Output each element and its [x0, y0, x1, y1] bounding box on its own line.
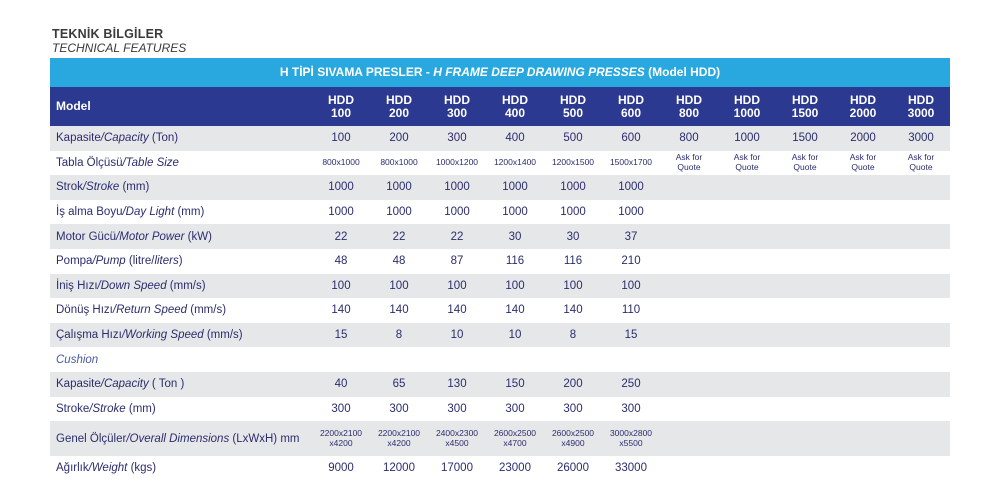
table-cell: 1200x1500 [551, 157, 595, 168]
table-cell: 2200x2100 x4200 [377, 428, 421, 448]
table-cell: 48 [392, 255, 406, 268]
table-cell: 10 [508, 329, 522, 342]
model-header: HDD 800 [676, 92, 702, 120]
spec-table [50, 87, 950, 481]
table-cell: 1000 [328, 206, 354, 219]
table-cell [892, 397, 950, 422]
table-cell [718, 249, 776, 274]
table-cell [660, 224, 718, 249]
table-cell: 140 [331, 304, 351, 317]
table-row [50, 151, 950, 176]
table-cell [834, 249, 892, 274]
table-row [50, 200, 950, 225]
table-row [50, 224, 950, 249]
table-cell: 250 [621, 378, 641, 391]
table-cell [834, 421, 892, 456]
table-cell [718, 421, 776, 456]
table-cell: 200 [389, 132, 409, 145]
table-cell: 1000 [560, 206, 586, 219]
table-cell [660, 456, 718, 481]
table-cell [428, 347, 486, 372]
table-cell: 1000 [734, 132, 760, 145]
table-cell: 2600x2500 x4900 [551, 428, 595, 448]
table-cell [718, 274, 776, 299]
table-cell: 200 [563, 378, 583, 391]
title-turkish: H TİPİ SIVAMA PRESLER - [279, 65, 434, 79]
model-header: HDD 2000 [849, 92, 877, 120]
table-cell: 1000 [328, 181, 354, 194]
table-cell: 800x1000 [380, 157, 418, 168]
table-cell: 12000 [383, 462, 415, 475]
table-cell: 140 [389, 304, 409, 317]
table-cell: 1500x1700 [609, 157, 653, 168]
table-cell [660, 323, 718, 348]
table-cell [718, 397, 776, 422]
table-row [50, 126, 950, 151]
table-cell: 800 [679, 132, 699, 145]
table-cell: 26000 [557, 462, 589, 475]
table-cell: 300 [331, 402, 351, 415]
table-cell: 600 [621, 132, 641, 145]
table-cell [718, 347, 776, 372]
table-cell: 1000 [502, 206, 528, 219]
table-cell: 3000x2800 x5500 [609, 428, 653, 448]
table-cell [892, 224, 950, 249]
model-header: HDD 400 [502, 92, 528, 120]
table-cell: 1000 [444, 206, 470, 219]
heading-turkish: TEKNİK BİLGİLER [52, 27, 164, 41]
table-cell [776, 421, 834, 456]
table-cell [834, 372, 892, 397]
table-cell: 800x1000 [322, 157, 360, 168]
table-cell: 30 [566, 230, 580, 243]
model-column-header: Model [56, 99, 91, 113]
table-cell [834, 298, 892, 323]
table-cell [892, 456, 950, 481]
table-cell: 130 [447, 378, 467, 391]
table-cell: 116 [505, 255, 525, 268]
table-cell: 100 [389, 279, 409, 292]
row-label: Strok/Stroke (mm) [56, 181, 150, 194]
table-row [50, 298, 950, 323]
table-cell [776, 347, 834, 372]
table-row [50, 323, 950, 348]
table-cell: 140 [563, 304, 583, 317]
table-cell [892, 175, 950, 200]
model-header: HDD 200 [386, 92, 412, 120]
table-cell [718, 224, 776, 249]
table-cell [776, 249, 834, 274]
table-cell [892, 323, 950, 348]
table-cell: 1000 [618, 206, 644, 219]
table-cell: 1000 [386, 206, 412, 219]
table-cell [892, 249, 950, 274]
table-row [50, 347, 950, 372]
table-cell [718, 175, 776, 200]
table-cell [776, 397, 834, 422]
heading-english: TECHNICAL FEATURES [52, 41, 187, 55]
table-cell: 3000 [908, 132, 934, 145]
table-body [50, 126, 950, 481]
table-cell [892, 372, 950, 397]
table-cell: 33000 [615, 462, 647, 475]
table-cell [892, 421, 950, 456]
table-cell [776, 323, 834, 348]
title-model: (Model HDD) [644, 65, 721, 79]
row-label: Stroke/Stroke (mm) [56, 402, 156, 415]
table-cell [892, 347, 950, 372]
table-cell [776, 274, 834, 299]
model-header: HDD 1000 [733, 92, 761, 120]
table-cell: Ask for Quote [907, 152, 935, 172]
table-cell [660, 421, 718, 456]
table-cell [660, 372, 718, 397]
table-row [50, 397, 950, 422]
table-title-bar [50, 58, 950, 87]
table-cell [834, 200, 892, 225]
table-cell: 8 [395, 329, 403, 342]
table-cell [834, 347, 892, 372]
table-cell: 1000 [618, 181, 644, 194]
table-cell [892, 200, 950, 225]
table-cell: 1500 [792, 132, 818, 145]
table-row [50, 421, 950, 456]
table-cell [834, 224, 892, 249]
table-cell: 116 [563, 255, 583, 268]
table-cell: 15 [624, 329, 638, 342]
table-cell [776, 456, 834, 481]
table-cell: 40 [334, 378, 348, 391]
model-header: HDD 1500 [791, 92, 819, 120]
table-cell: 300 [447, 132, 467, 145]
table-cell [718, 200, 776, 225]
row-label-cushion: Cushion [56, 353, 99, 366]
table-cell: 150 [505, 378, 525, 391]
table-cell: 1000x1200 [435, 157, 479, 168]
table-cell: 2200x2100 x4200 [319, 428, 363, 448]
row-label: İniş Hızı/Down Speed (mm/s) [56, 279, 206, 292]
table-cell [834, 274, 892, 299]
table-cell [370, 347, 428, 372]
table-cell: 10 [450, 329, 464, 342]
table-cell: Ask for Quote [675, 152, 703, 172]
table-cell: Ask for Quote [849, 152, 877, 172]
table-cell: 37 [624, 230, 638, 243]
table-cell [776, 175, 834, 200]
model-header: HDD 300 [444, 92, 470, 120]
table-cell: 300 [621, 402, 641, 415]
table-cell: 140 [447, 304, 467, 317]
row-label: İş alma Boyu/Day Light (mm) [56, 206, 205, 219]
row-label: Genel Ölçüler/Overall Dimensions (LxWxH) mm [56, 432, 300, 445]
table-cell: 22 [450, 230, 464, 243]
table-cell: 65 [392, 378, 406, 391]
table-cell [776, 372, 834, 397]
table-cell [660, 397, 718, 422]
table-cell: 100 [621, 279, 641, 292]
table-cell: 30 [508, 230, 522, 243]
table-cell: Ask for Quote [733, 152, 761, 172]
table-cell: 2600x2500 x4700 [493, 428, 537, 448]
table-row [50, 456, 950, 481]
table-cell: 500 [563, 132, 583, 145]
table-cell: 2000 [850, 132, 876, 145]
table-cell [892, 298, 950, 323]
table-cell [718, 372, 776, 397]
table-cell: 2400x2300 x4500 [435, 428, 479, 448]
table-cell [776, 298, 834, 323]
table-cell [660, 249, 718, 274]
table-cell: 100 [331, 279, 351, 292]
table-cell: 48 [334, 255, 348, 268]
table-cell: 1000 [386, 181, 412, 194]
row-label: Pompa/Pump (litre/liters) [56, 255, 183, 268]
row-label: Tabla Ölçüsü/Table Size [56, 156, 179, 169]
table-cell: 1200x1400 [493, 157, 537, 168]
table-cell [660, 347, 718, 372]
table-cell: 23000 [499, 462, 531, 475]
table-cell: 8 [569, 329, 577, 342]
table-cell: 400 [505, 132, 525, 145]
title-english: H FRAME DEEP DRAWING PRESSES [433, 65, 645, 79]
table-cell [544, 347, 602, 372]
model-header: HDD 3000 [907, 92, 935, 120]
table-cell [660, 175, 718, 200]
table-cell: 110 [621, 304, 641, 317]
table-cell: 9000 [328, 462, 354, 475]
table-cell: 22 [334, 230, 348, 243]
table-cell [660, 298, 718, 323]
table-cell: 87 [450, 255, 464, 268]
table-cell [718, 456, 776, 481]
table-cell: 300 [563, 402, 583, 415]
table-cell: 22 [392, 230, 406, 243]
table-cell [834, 397, 892, 422]
table-row [50, 274, 950, 299]
table-cell: 210 [621, 255, 641, 268]
table-cell: 100 [447, 279, 467, 292]
table-cell: 1000 [444, 181, 470, 194]
table-cell: 100 [331, 132, 351, 145]
table-cell [776, 200, 834, 225]
table-cell: 1000 [560, 181, 586, 194]
table-row [50, 372, 950, 397]
table-cell [776, 224, 834, 249]
table-cell [660, 200, 718, 225]
table-cell: 100 [563, 279, 583, 292]
table-cell [718, 323, 776, 348]
row-label: Çalışma Hızı/Working Speed (mm/s) [56, 329, 243, 342]
table-header-row [50, 87, 950, 126]
table-cell [602, 347, 660, 372]
model-header: HDD 100 [328, 92, 354, 120]
table-cell: 140 [505, 304, 525, 317]
table-cell: 300 [505, 402, 525, 415]
table-row [50, 249, 950, 274]
table-cell [312, 347, 370, 372]
table-cell: 1000 [502, 181, 528, 194]
row-label: Kapasite/Capacity (Ton) [56, 132, 179, 145]
row-label: Ağırlık/Weight (kgs) [56, 462, 157, 475]
spec-table-container [50, 58, 950, 481]
table-cell [486, 347, 544, 372]
table-cell [718, 298, 776, 323]
table-cell: 300 [389, 402, 409, 415]
page-heading [52, 27, 186, 55]
model-header: HDD 600 [618, 92, 644, 120]
row-label: Kapasite/Capacity ( Ton ) [56, 378, 185, 391]
table-cell: 300 [447, 402, 467, 415]
row-label: Dönüş Hızı/Return Speed (mm/s) [56, 304, 227, 317]
table-cell: 15 [334, 329, 348, 342]
table-cell: Ask for Quote [791, 152, 819, 172]
table-cell [892, 274, 950, 299]
table-row [50, 175, 950, 200]
table-cell [834, 323, 892, 348]
table-cell: 100 [505, 279, 525, 292]
table-cell [834, 175, 892, 200]
model-header: HDD 500 [560, 92, 586, 120]
table-cell [660, 274, 718, 299]
table-cell: 17000 [441, 462, 473, 475]
table-cell [834, 456, 892, 481]
row-label: Motor Gücü/Motor Power (kW) [56, 230, 212, 243]
